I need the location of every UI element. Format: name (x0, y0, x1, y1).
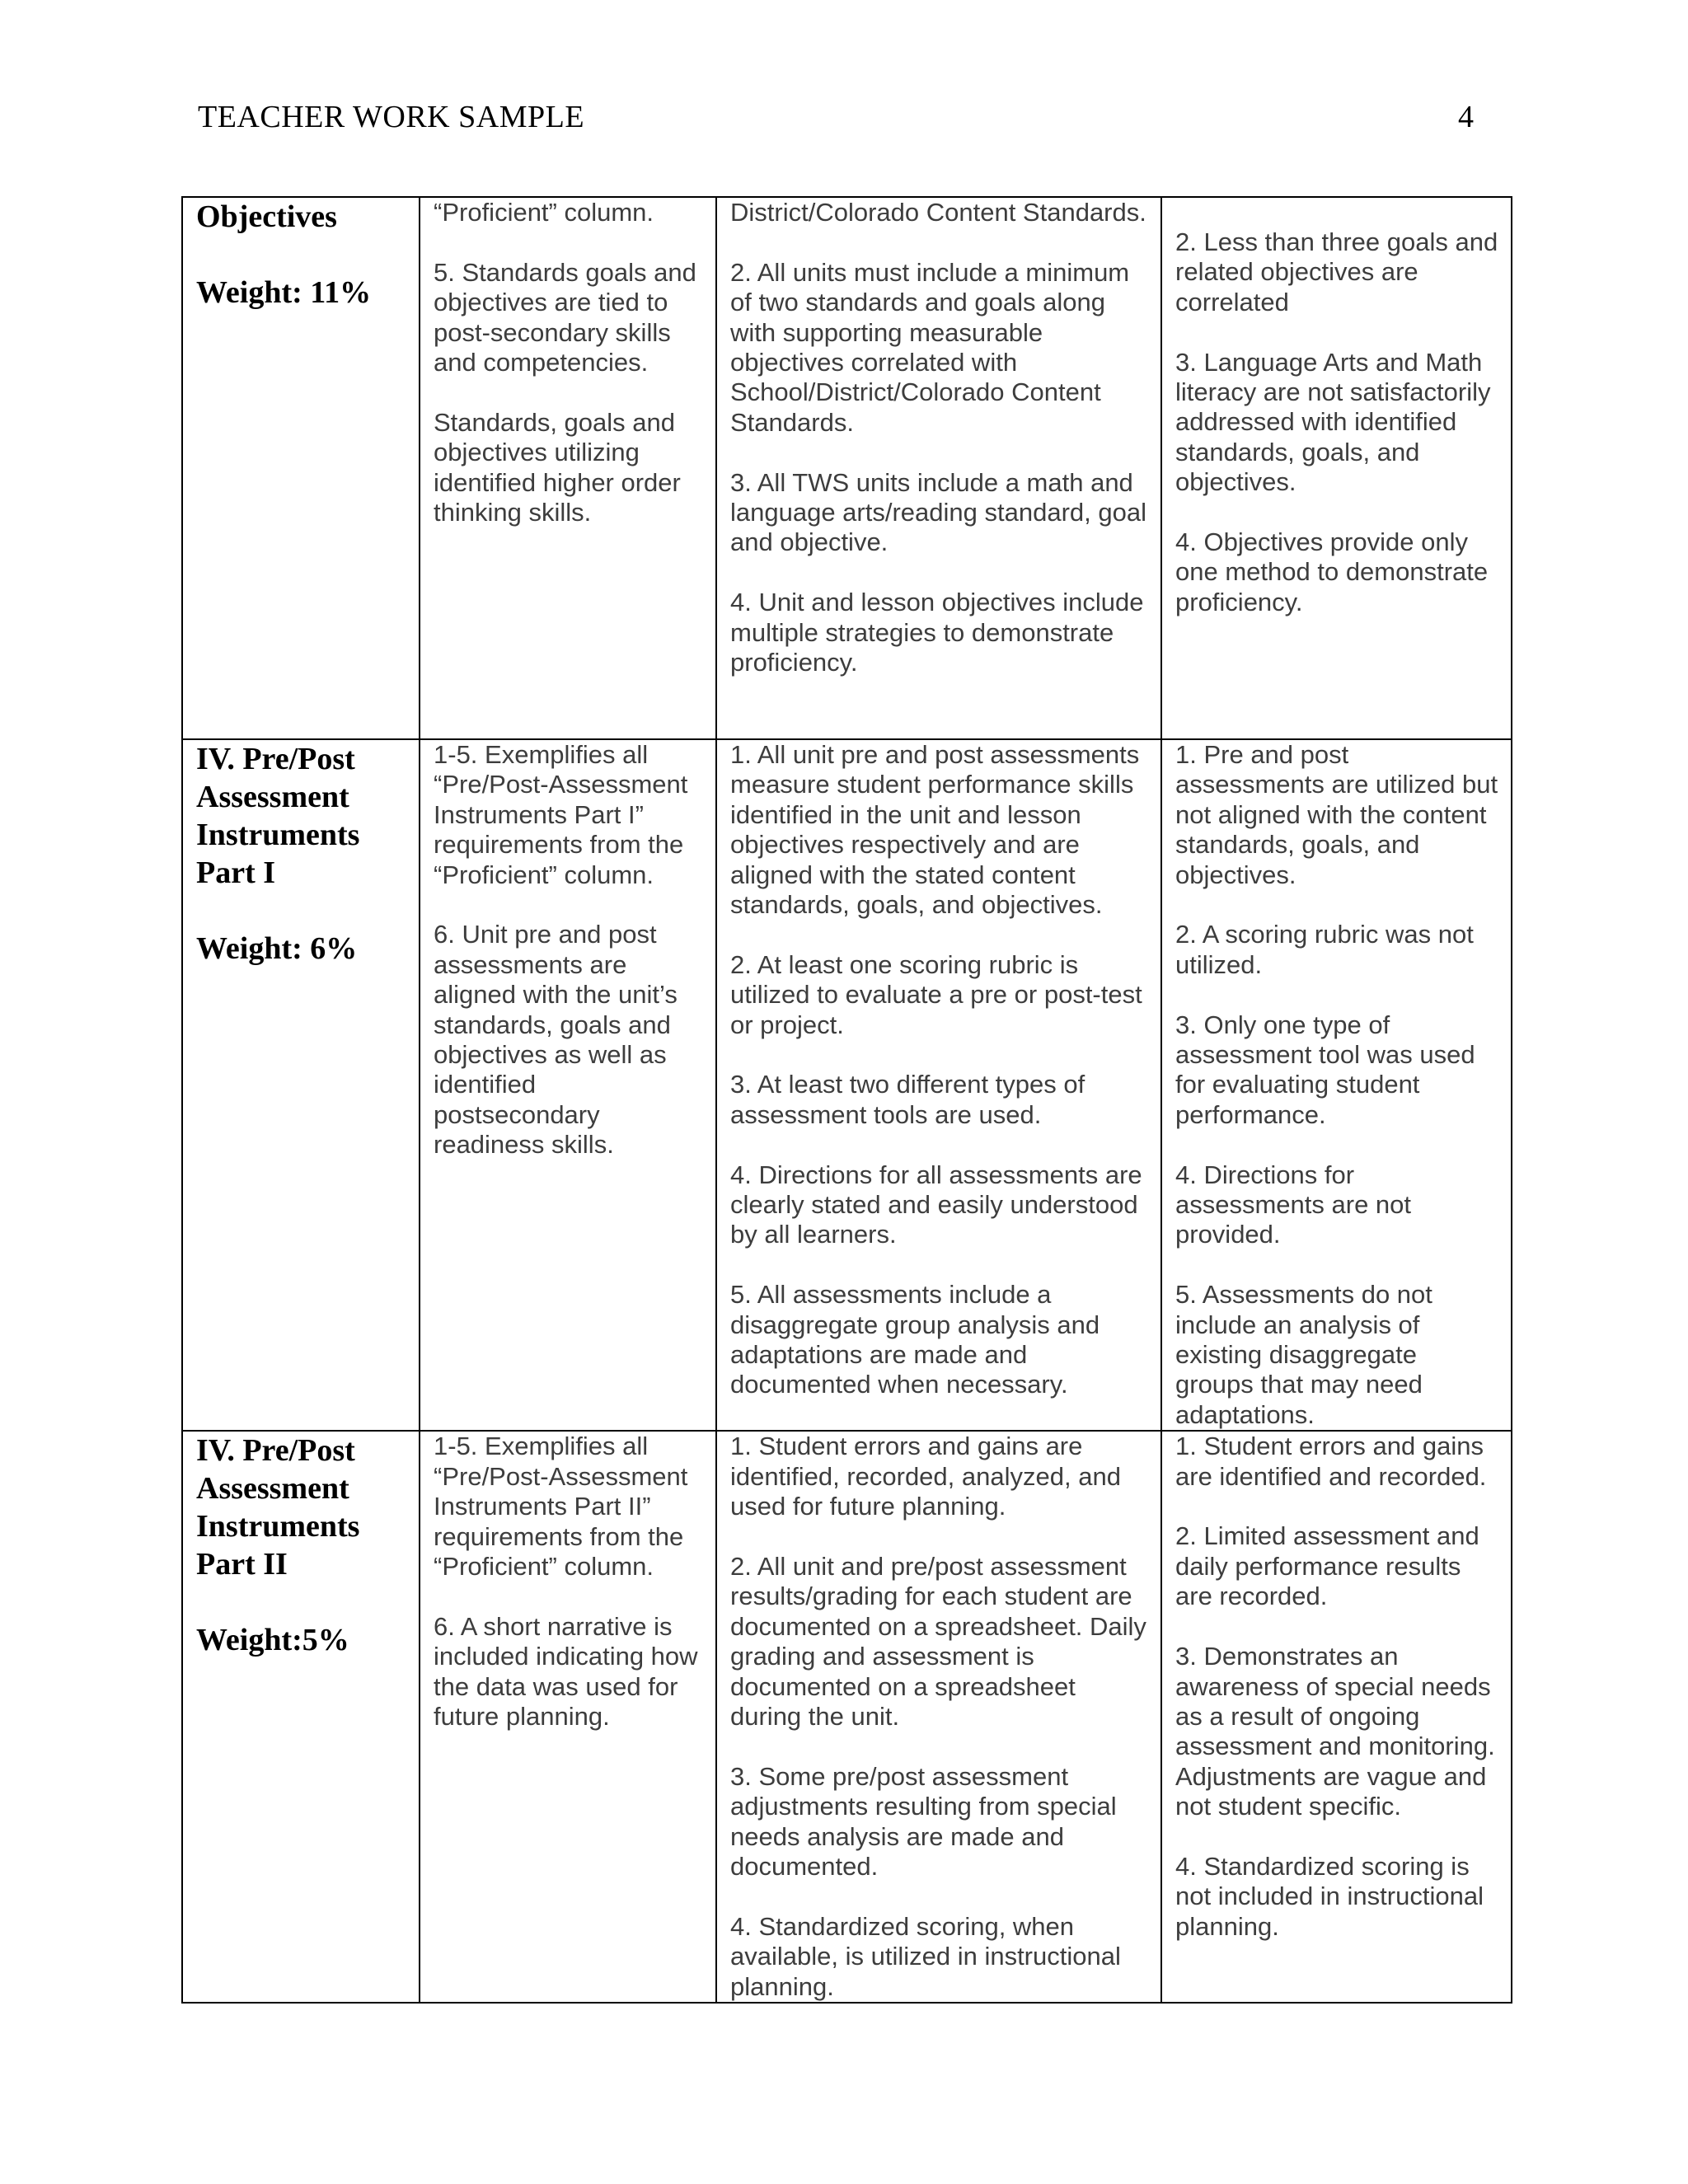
proficient-cell (716, 1431, 1161, 2003)
partial-cell (1161, 739, 1512, 1431)
criterion-cell (182, 197, 420, 739)
rubric-item: 3. All TWS units include a math and language arts/reading standard, goal and objective. (730, 467, 1146, 557)
rubric-item: 1. All unit pre and post assessments measure student performance skills identified in the unit and lesson objectives respectively and are aligned with the stated content standards, goals, and objectives. (730, 740, 1140, 920)
rubric-item: 3. Language Arts and Math literacy are not satisfactorily addressed with identified standards, goals, and objectives. (1175, 347, 1491, 497)
rubric-item: 2. At least one scoring rubric is utilized to evaluate a pre or post-test or project. (730, 949, 1142, 1039)
advanced-cell (420, 1431, 716, 2003)
criterion-cell (182, 1431, 420, 2003)
rubric-table (181, 196, 1512, 2004)
rubric-item: 3. Only one type of assessment tool was used for evaluating student performance. (1175, 1010, 1475, 1129)
rubric-item: 2. All units must include a minimum of two standards and goals along with supporting measurable objectives correlated with School/District/Colorado Content Standards. (730, 257, 1130, 437)
rubric-item: 1. Student errors and gains are identified and recorded. (1175, 1432, 1487, 1491)
criterion-weight: Weight:5% (196, 1623, 349, 1658)
rubric-item: 1. Student errors and gains are identified, recorded, analyzed, and used for future planning. (730, 1432, 1121, 1521)
rubric-item: 4. Objectives provide only one method to demonstrate proficiency. (1175, 527, 1489, 616)
rubric-item: 2. Less than three goals and related objectives are correlated (1175, 227, 1498, 316)
rubric-item: 1-5. Exemplifies all “Pre/Post-Assessment Instruments Part II” requirements from the “Proficient” column. (434, 1432, 688, 1581)
criterion-cell (182, 739, 420, 1431)
advanced-cell (420, 739, 716, 1431)
rubric-item: 4. Standardized scoring is not included in instructional planning. (1175, 1851, 1484, 1941)
criterion-title: IV. Pre/Post Assessment Instruments Part I (196, 742, 360, 890)
rubric-item: 2. Limited assessment and daily performance results are recorded. (1175, 1521, 1479, 1611)
partial-cell (1161, 197, 1512, 739)
running-head: TEACHER WORK SAMPLE (198, 100, 585, 134)
rubric-item: 1. Pre and post assessments are utilized but not aligned with the content standards, goals, and objectives. (1175, 740, 1498, 889)
rubric-item: 3. Some pre/post assessment adjustments resulting from special needs analysis are made and documented. (730, 1761, 1117, 1881)
rubric-item: 3. At least two different types of assessment tools are used. (730, 1070, 1085, 1129)
page-number: 4 (1458, 100, 1474, 134)
rubric-item: 3. Demonstrates an awareness of special needs as a result of ongoing assessment and monitoring. Adjustments are vague and not student specific. (1175, 1642, 1495, 1821)
rubric-item: 4. Unit and lesson objectives include multiple strategies to demonstrate proficiency. (730, 588, 1144, 677)
rubric-item: 6. A short narrative is included indicating how the data was used for future planning. (434, 1611, 698, 1731)
rubric-item: 5. Standards goals and objectives are tied to post-secondary skills and competencies. (434, 257, 696, 377)
rubric-item: Standards, goals and objectives utilizing identified higher order thinking skills. (434, 407, 681, 527)
rubric-item: 2. All unit and pre/post assessment results/grading for each student are documented on a spreadsheet. Daily grading and assessment is documented on a spreadsheet during the unit. (730, 1551, 1146, 1731)
table-row (182, 1431, 1512, 2003)
rubric-item: 2. A scoring rubric was not utilized. (1175, 920, 1474, 979)
partial-cell (1161, 1431, 1512, 2003)
rubric-item: District/Colorado Content Standards. (730, 198, 1146, 227)
criterion-title: Objectives (196, 199, 337, 234)
advanced-cell (420, 197, 716, 739)
rubric-item: 1-5. Exemplifies all “Pre/Post-Assessment Instruments Part I” requirements from the “Proficient” column. (434, 740, 688, 889)
criterion-weight: Weight: 6% (196, 931, 358, 966)
rubric-item: 5. Assessments do not include an analysis of existing disaggregate groups that may need adaptations. (1175, 1280, 1432, 1429)
rubric-item: 4. Standardized scoring, when available, is utilized in instructional planning. (730, 1911, 1121, 2001)
proficient-cell (716, 197, 1161, 739)
rubric-item: 6. Unit pre and post assessments are aligned with the unit’s standards, goals and objectives as well as identified postsecondary readiness skills. (434, 920, 678, 1160)
rubric-item: 4. Directions for assessments are not provided. (1175, 1160, 1412, 1249)
table-row (182, 197, 1512, 739)
table-row (182, 739, 1512, 1431)
rubric-item: 5. All assessments include a disaggregate group analysis and adaptations are made and documented when necessary. (730, 1280, 1100, 1399)
rubric-item: 4. Directions for all assessments are clearly stated and easily understood by all learners. (730, 1160, 1142, 1249)
criterion-title: IV. Pre/Post Assessment Instruments Part II (196, 1433, 360, 1582)
proficient-cell (716, 739, 1161, 1431)
rubric-item: “Proficient” column. (434, 198, 654, 227)
criterion-weight: Weight: 11% (196, 275, 372, 310)
